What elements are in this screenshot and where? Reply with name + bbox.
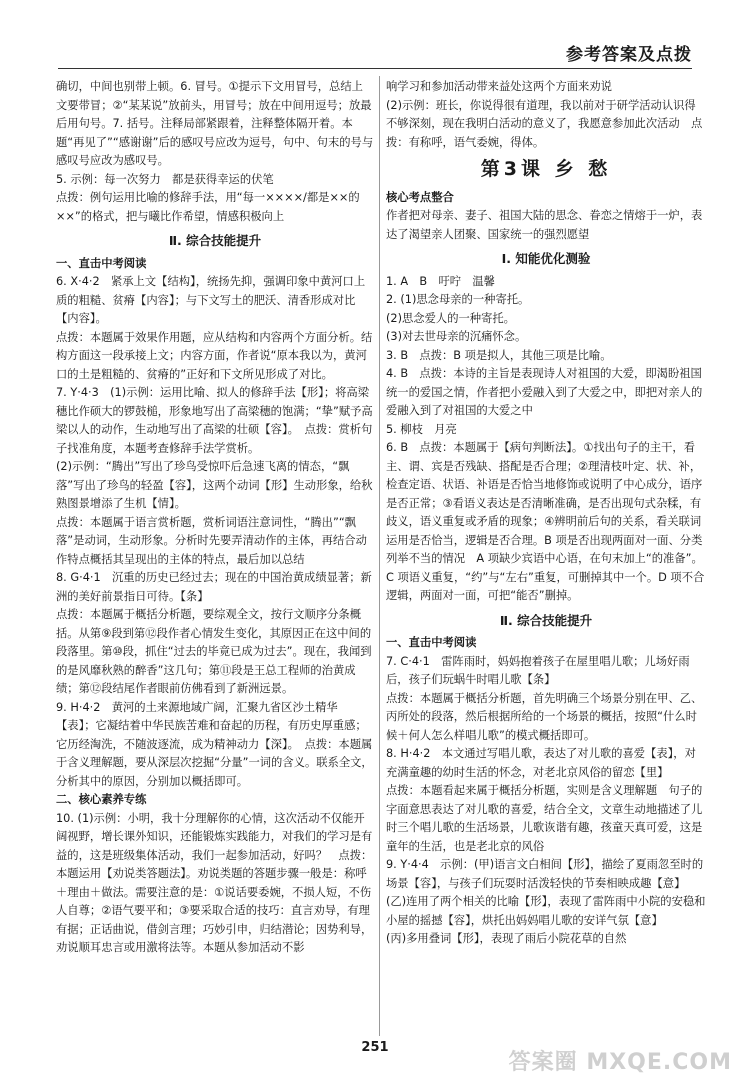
subsection-heading: 二、核心素养专练 (56, 793, 147, 806)
answer-paragraph: 7. Y·4·3 (1)示例：运用比喻、拟人的修辞手法【形】；将高梁穗比作硕大的锣鼓槌，形象地写出了高梁穗的饱满；“挚”赋予高梁以人的动作，生动地写出了高梁的壮硕【容】。 点拨：赏析句子找准角度，本题考查修辞手法学赏析。 (56, 386, 373, 455)
answer-paragraph: (2)示例：班长，你说得很有道理，我以前对于研学活动认识得不够深刻，现在我明白活动的意义了，我愿意参加此次活动 点拨：有称呼，语气委婉，得体。 (386, 98, 703, 149)
subsection-heading: 核心考点整合 (386, 190, 454, 204)
answer-paragraph: (3)对去世母亲的沉痛怀念。 (386, 330, 527, 343)
left-column (56, 78, 374, 958)
section-heading: Ⅱ. 综合技能提升 (168, 233, 262, 248)
answer-paragraph: 6. B 点拨：本题属于【病句判断法】。①找出句子的主干，看主、谓、宾是否残缺、搭配是否合理；②理清枝叶定、状、补，检查定语、状语、补语是否恰当地修饰或说明了中心成分，语序是否正常；③看语义表达是否清晰准确，是否出现句式杂糅，有歧义，语义重复或矛盾的现象；④辨明前后句的关系，看关联词运用是否恰当，逻辑是否合理。B 项是否出现两面对一面、分类列举不当的情况 A 项缺少宾语中心语，在句末加上“的准备”。C 项语义重复，“约”与“左右”重复，可删掉其中一个。D 项不合逻辑，两面对一面，可把“能否”删掉。 (386, 441, 705, 602)
answer-paragraph: 点拨：本题属于语言赏析题，赏析词语注意词性，“腾出”“飘落”是动词，生动形象。分析时先要弄清动作的主体，再结合动作特点概括其呈现出的主体的特点，最后加以总结 (56, 515, 367, 566)
answer-paragraph: 9. H·4·2 黄河的土来源地域广阔，汇聚九省区沙土精华【表】；它凝结着中华民族苦难和奋起的历程，有历史厚重感；它历经淘洗，不随波逐流，成为精神动力【深】。 点拨：本题属于含义理解题，要从深层次挖掘“分量”一词的含义。联系全文，分析其中的原因，分别加以概括即可。 (56, 700, 373, 788)
answer-paragraph: 点拨：本题看起来属于概括分析题，实则是含义理解题 句子的字面意思表达了对儿歌的喜爱，结合全文，文章生动地描述了儿时三个唱儿歌的生活场景，儿歌诙谐有趣，孩童天真可爱，这是童年的生活，也是老北京的风俗 (386, 784, 703, 853)
answer-paragraph: 9. Y·4·4 示例：(甲)语言文白相间【形】，描绘了夏雨忽至时的场景【容】，与孩子们玩耍时活泼轻快的节奏相映成趣【意】 (386, 858, 704, 890)
watermark: 答案圈 MXQE.COM (508, 1050, 732, 1075)
answer-paragraph: (丙)多用叠词【形】，表现了雨后小院花草的自然 (386, 932, 627, 945)
answer-paragraph: 作者把对母亲、妻子、祖国大陆的思念、眷恋之情熔于一炉，表达了渴望亲人团聚、国家统一的强烈愿望 (386, 209, 703, 241)
column-divider (379, 76, 380, 1036)
answer-paragraph: 2. (1)思念母亲的一种寄托。 (386, 293, 530, 306)
answer-paragraph: 7. C·4·1 雷阵雨时，妈妈抱着孩子在屋里唱儿歌；儿场好雨后，孩子们玩蜗牛时唱儿歌【条】 (386, 654, 690, 686)
answer-paragraph: 确切，中间也别带上顿。6. 冒号。①提示下文用冒号，总结上文要带冒；②“某某说”放前头，用冒号；放在中间用逗号；放最后用句号。7. 括号。注释局部紧跟着，注释整体隔开着。本题“再见了”“感谢谢”后的感叹号应改为逗号，句中、句末的号与感叹号应改为感叹号。 (56, 80, 374, 167)
answer-paragraph: 点拨：例句运用比喻的修辞手法，用“每一××××/都是××的××”的格式，把与曦比作希望，情感积极向上 (56, 191, 360, 223)
answer-paragraph: 点拨：本题属于概括分析题，首先明确三个场景分别在甲、乙、丙所处的段落，然后根据所给的一个场景的概括，按照“什么时候＋何人怎么样唱儿歌”的模式概括即可。 (386, 691, 703, 742)
running-header-title: 参考答案及点拨 (566, 45, 692, 65)
answer-paragraph: 5. 柳枝 月亮 (386, 422, 457, 436)
answer-paragraph: 3. B 点拨：B 项是拟人，其他三项是比喻。 (386, 348, 612, 362)
answer-paragraph: 点拨：本题属于效果作用题，应从结构和内容两个方面分析。结构方面这一段承接上文；内容方面，作者说“原本我以为，黄河口的土是粗糙的、贫瘠的”正好和下文所见形成了对比。 (56, 330, 373, 381)
section-heading: Ⅰ. 知能优化测验 (501, 251, 591, 266)
right-column (386, 78, 706, 949)
answer-paragraph: 10. (1)示例：小明，我十分理解你的心情，这次活动不仅能开阔视野，增长课外知识，还能锻炼实践能力，对我们的学习是有益的，这是班级集体活动，我们一起参加活动，好吗？ 点拨：本题运用【劝说类答题法】。劝说类题的答题步骤一般是：称呼＋理由＋做法。需要注意的是：①说话要委婉，不损人短，不伤人自尊；②语气要平和；③要采取合适的技巧：直言劝导，有理有据；正话曲说，借剑言理；巧妙引申，归结潜论；因势利导，劝说顺耳忠言或用激将法等。本题从参加活动不影 (56, 811, 373, 954)
answer-paragraph: (2)思念爱人的一种寄托。 (386, 311, 515, 325)
answer-paragraph: (2)示例：“腾出”写出了珍鸟受惊吓后急速飞离的情态，“飘落”写出了珍鸟的轻盈【容】，这两个动词【形】生动形象，给秋熟图景增添了生机【情】。 (56, 460, 373, 510)
answer-paragraph: 响学习和参加活动带来益处这两个方面来劝说 (386, 80, 612, 93)
subsection-heading: 一、直击中考阅读 (386, 636, 477, 649)
lesson-title: 第3课 乡 愁 (480, 158, 612, 180)
answer-paragraph: 8. H·4·2 本文通过写唱儿歌，表达了对儿歌的喜爱【表】，对充满童趣的幼时生活的怀念，对老北京风俗的留恋【里】 (386, 747, 696, 779)
answer-paragraph: 1. A B 吁咛 温馨 (386, 274, 495, 288)
answer-paragraph: 8. G·4·1 沉重的历史已经过去；现在的中国治黄成绩显著；新洲的美好前景指日可待。【条】 (56, 571, 372, 603)
header-rule (58, 68, 692, 69)
answer-paragraph: 4. B 点拨：本诗的主旨是表现诗人对祖国的大爱，即渴盼祖国统一的爱国之情，作者把小爱融入到了大爱之中，即把对亲人的爱融入到了对祖国的大爱之中 (386, 367, 703, 417)
answer-paragraph: (乙)连用了两个相关的比喻【形】，表现了雷阵雨中小院的安稳和小屋的摇撼【容】，烘托出妈妈唱儿歌的安详气氛【意】 (386, 895, 706, 927)
section-heading: Ⅱ. 综合技能提升 (499, 612, 593, 628)
answer-paragraph: 5. 示例：每一次努力 都是获得幸运的伏笔 (56, 172, 274, 186)
subsection-heading: 一、直击中考阅读 (56, 256, 147, 270)
answer-paragraph: 点拨：本题属于概括分析题，要综观全文，按行文顺序分条概括。从第⑨段到第⑫段作者心情发生变化，其原因正在这中间的段落里。第⑩段，抓住“过去的毕竟已成为过去”。现在，我闻到的是风靡秋熟的醉香”这几句；第⑪段是王总工程师的治黄成绩；第⑫段结尾作者眼前仿佛看到了新洲远景。 (56, 608, 372, 695)
answer-paragraph: 6. X·4·2 紧承上文【结构】，统扬先抑，强调印象中黄河口上质的粗糙、贫瘠【内容】；与下文写土的肥沃、清香形成对比【内容】。 (56, 275, 366, 325)
page-number: 251 (361, 1040, 389, 1055)
